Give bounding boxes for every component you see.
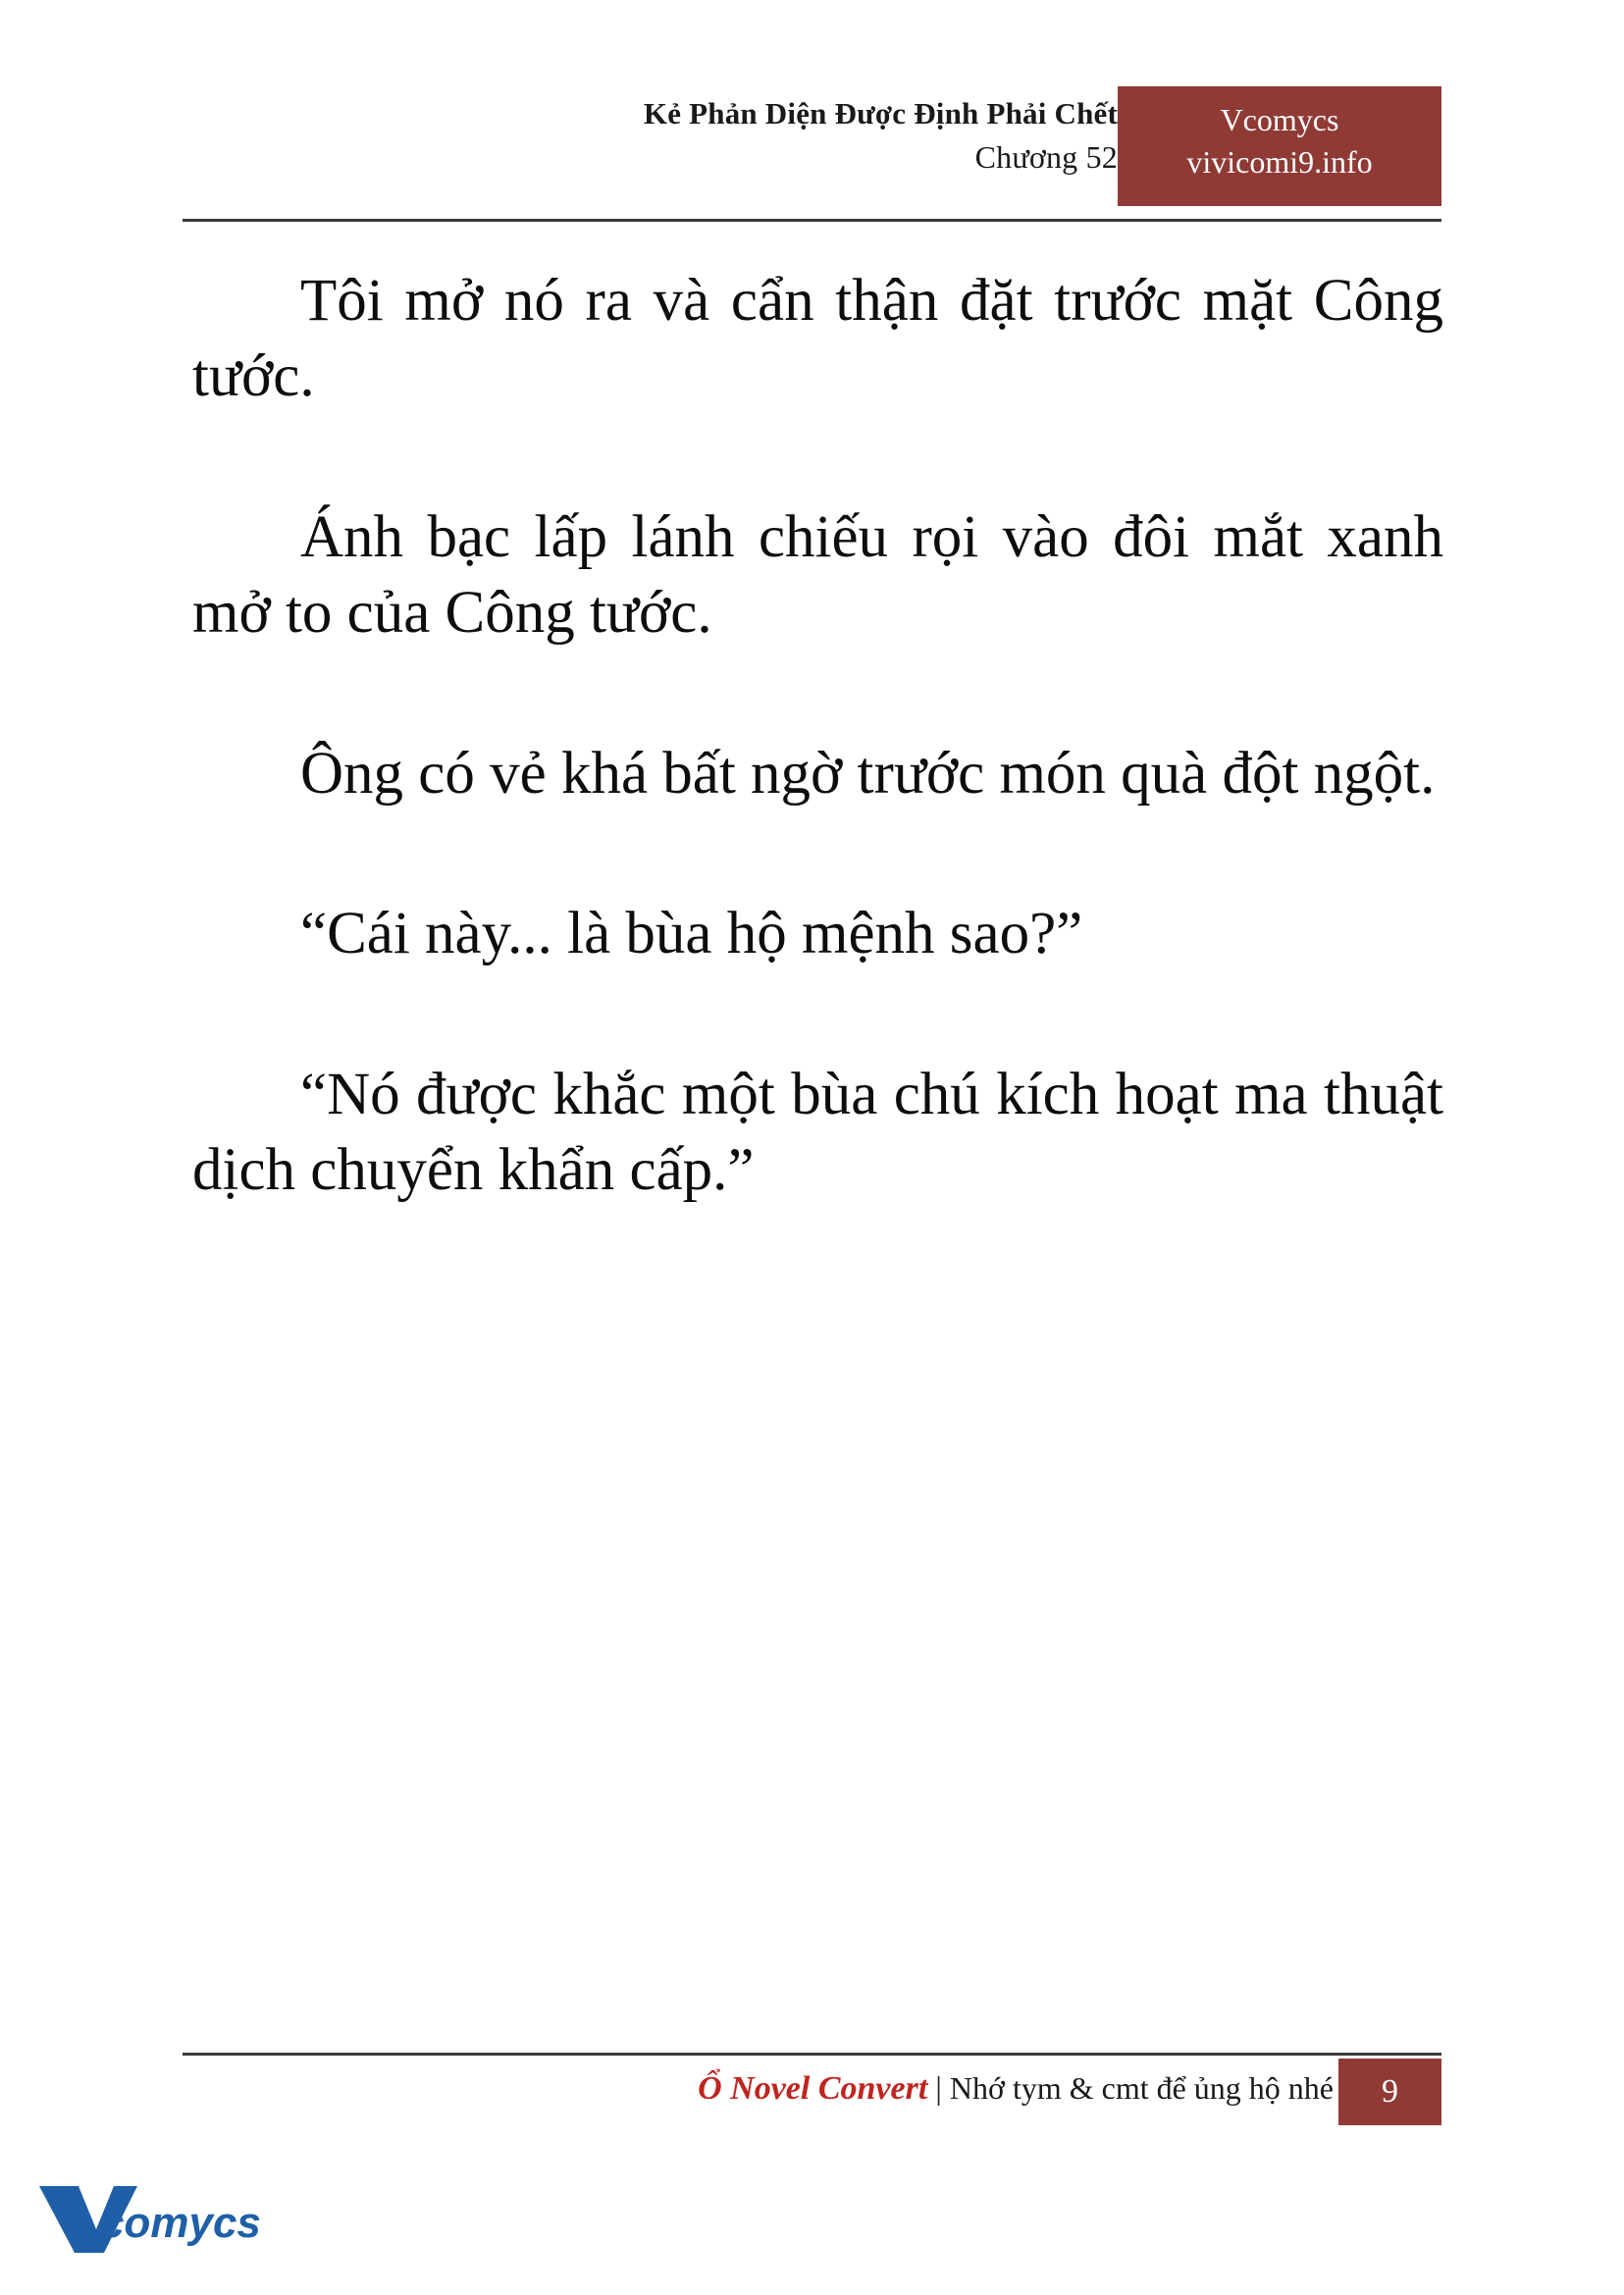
header-title-block — [235, 93, 1118, 179]
paragraph: Ông có vẻ khá bất ngờ trước món quà đột ngột. — [300, 740, 1436, 807]
page-number: 9 — [1338, 2059, 1441, 2125]
chapter-label: Chương 52 — [974, 138, 1118, 175]
page-header — [183, 93, 1441, 221]
page-footer — [183, 2059, 1441, 2127]
footer-credit — [698, 2070, 1334, 2108]
header-divider — [183, 219, 1441, 222]
footer-brand: Ổ Novel Convert — [698, 2070, 928, 2107]
site-badge-name: Vcomycs — [1220, 102, 1339, 137]
paragraph: Tôi mở nó ra và cẩn thận đặt trước mặt Công tước. — [192, 268, 1443, 410]
footer-separator: | — [935, 2071, 942, 2107]
paragraph: Ánh bạc lấp lánh chiếu rọi vào đôi mắt xanh mở to của Công tước. — [192, 503, 1443, 647]
footer-note: Nhớ tym & cmt để ủng hộ nhé — [949, 2070, 1334, 2106]
site-badge — [1118, 86, 1441, 206]
book-title: Kẻ Phản Diện Được Định Phải Chết — [643, 96, 1118, 130]
vcomycs-watermark-logo — [35, 2176, 271, 2259]
site-badge-url: vivicomi9.info — [1186, 144, 1373, 181]
footer-divider — [183, 2053, 1441, 2056]
paragraph: “Nó được khắc một bùa chú kích hoạt ma thuật dịch chuyển khẩn cấp.” — [192, 1061, 1443, 1204]
svg-text:comycs: comycs — [100, 2199, 261, 2247]
page-content — [192, 263, 1443, 1209]
paragraph: “Cái này... là bùa hộ mệnh sao?” — [300, 901, 1083, 967]
